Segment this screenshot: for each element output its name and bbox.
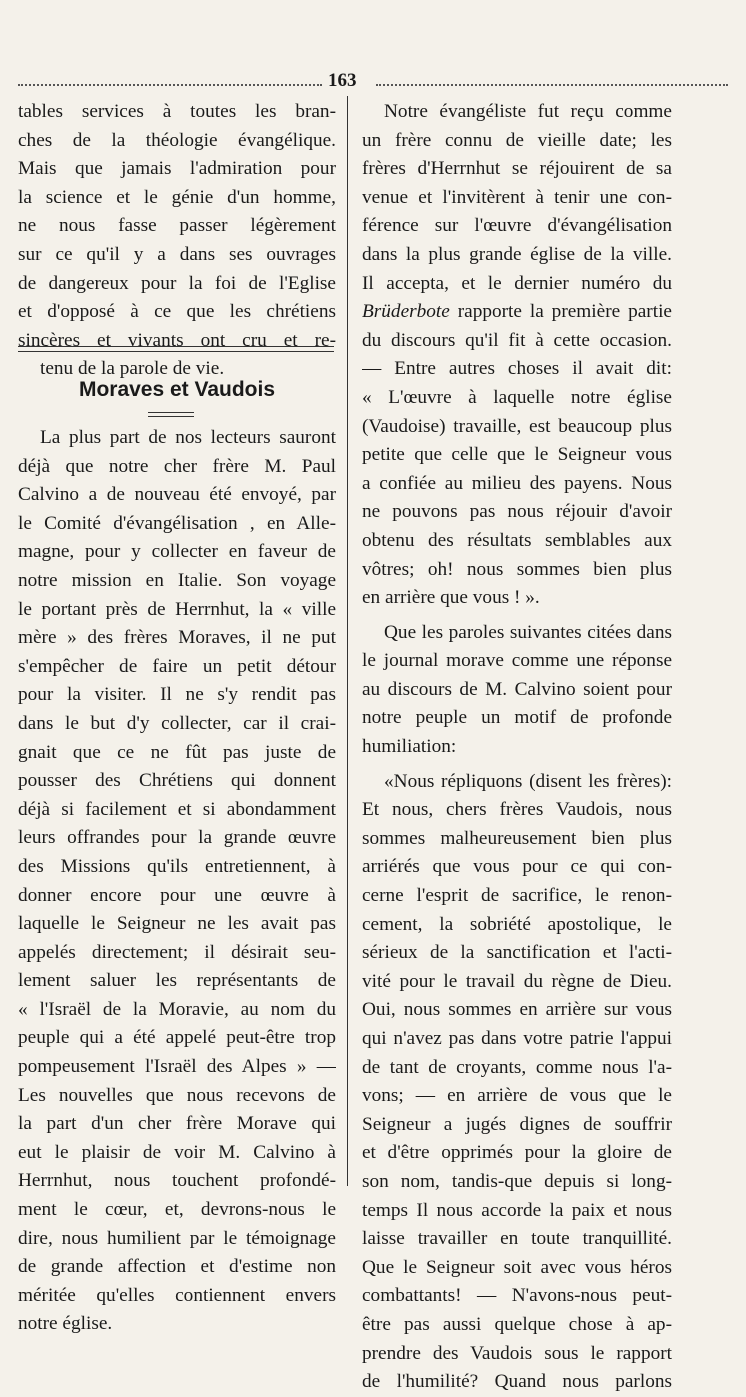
text-line: lement saluer les représentants de [18, 970, 336, 992]
text-line: Oui, nous sommes en arrière sur vous [362, 999, 672, 1021]
text-line: le journal morave comme une réponse [362, 650, 672, 672]
text-line: vons; — en arrière de vous que le [362, 1085, 672, 1107]
text-line: arriérés que vous pour ce qui con- [362, 856, 672, 878]
text-line: «Nous répliquons (disent les frères): [384, 770, 672, 792]
text-line: cerne l'esprit de sacrifice, le renon- [362, 885, 672, 907]
text-line-italic-title: Brüderbote rapporte la première partie [362, 301, 672, 323]
text-line: notre mission en Italie. Son voyage [18, 569, 336, 591]
text-line: prendre des Vaudois sous le rapport [362, 1342, 672, 1364]
text-line: (Vaudoise) travaille, est beaucoup plus [362, 415, 672, 437]
text-line: sommes malheureusement bien plus [362, 827, 672, 849]
text-line: Les nouvelles que nous recevons de [18, 1084, 336, 1106]
text-line: le portant près de Herrnhut, la « ville [18, 598, 336, 620]
text-line: des Missions qu'ils entretiennent, à [18, 855, 336, 877]
text-line: obtenu des résultats semblables aux [362, 529, 672, 551]
text-line: a confiée au milieu des payens. Nous [362, 472, 672, 494]
text-line: combattants! — N'avons-nous peut- [362, 1285, 672, 1307]
text-line: laisse travailler en toute tranquillité. [362, 1228, 672, 1250]
text-line: de tant de croyants, comme nous l'a- [362, 1056, 672, 1078]
text-line: pour la visiter. Il ne s'y rendit pas [18, 684, 336, 706]
text-line: venue et l'invitèrent à tenir une con- [362, 186, 672, 208]
text-line: temps Il nous accorde la paix et nous [362, 1199, 672, 1221]
left-column-article [18, 424, 336, 1339]
left-column-top [18, 98, 336, 384]
column-divider [347, 96, 348, 1186]
text-line: Seigneur a jugés dignes de souffrir [362, 1113, 672, 1135]
text-line: petite que celle que le Seigneur vous [362, 444, 672, 466]
text-line: humiliation: [362, 736, 457, 758]
text-line: sur ce qu'il y a dans ses ouvrages [18, 243, 336, 265]
text-line: sincères et vivants ont cru et re- [18, 329, 336, 351]
text-line: notre peuple un motif de profonde [362, 707, 672, 729]
text-line: vôtres; oh! nous sommes bien plus [362, 558, 672, 580]
text-line: cement, la sobriété apostolique, le [362, 913, 672, 935]
text-line: tables services à toutes les bran- [18, 101, 336, 122]
text-line: et d'être opprimés pour la gloire de [362, 1142, 672, 1164]
text-line: Calvino a de nouveau été envoyé, par [18, 484, 336, 506]
text-line: gnait que ce ne fût pas juste de [18, 741, 336, 763]
text-line: ne pouvons pas nous réjouir d'avoir [362, 501, 672, 523]
text-line: férence sur l'œuvre d'évangélisation [362, 215, 672, 237]
text-line: de l'humilité? Quand nous parlons [362, 1371, 672, 1393]
page-number: 163 [328, 70, 357, 91]
text-line: mère » des frères Moraves, il ne put [18, 627, 336, 649]
text-line: Il accepta, et le dernier numéro du [362, 272, 672, 294]
text-line: La plus part de nos lecteurs sauront [40, 427, 336, 448]
text-line: appelés directement; il désirait seu- [18, 941, 336, 963]
text-line: en arrière que vous ! ». [362, 587, 540, 609]
text-line: — Entre autres choses il avait dit: [362, 358, 672, 380]
header-ornament-left [18, 84, 322, 88]
text-line: et d'opposé à ce que les chrétiens [18, 301, 336, 323]
section-separator [18, 346, 334, 352]
page-header [14, 70, 732, 94]
text-line: sérieux de la sanctification et l'acti- [362, 942, 672, 964]
text-line: vité pour le travail du règne de Dieu. [362, 970, 672, 992]
text-line: un frère connu de vieille date; les [362, 129, 672, 151]
text-line: Notre évangéliste fut reçu comme [384, 101, 672, 122]
text-line: s'empêcher de faire un petit détour [18, 655, 336, 677]
title-underline [148, 412, 194, 417]
text-line: du discours qu'il fit à cette occasion. [362, 329, 672, 351]
text-line: Et nous, chers frères Vaudois, nous [362, 799, 672, 821]
section-title: Moraves et Vaudois [78, 378, 276, 401]
text-line: Que les paroles suivantes citées dans [384, 621, 672, 643]
text-line: donner encore pour une œuvre à [18, 884, 336, 906]
text-line: peuple qui a été appelé peut-être trop [18, 1027, 336, 1049]
text-line: leurs offrandes pour la grande œuvre [18, 827, 336, 849]
text-line: eut le plaisir de voir M. Calvino à [18, 1141, 336, 1163]
text-line: au discours de M. Calvino soient pour [362, 678, 672, 700]
text-line: « l'Israël de la Moravie, au nom du [18, 998, 336, 1020]
text-line: la part d'un cher frère Morave qui [18, 1113, 336, 1135]
text-line: pousser des Chrétiens qui donnent [18, 770, 336, 792]
text-line: déjà si facilement et si abondamment [18, 798, 336, 820]
text-line: de grande affection et d'estime non [18, 1256, 336, 1278]
text-line: pompeusement l'Israël des Alpes » — [18, 1056, 336, 1078]
text-line: notre église. [18, 1313, 113, 1335]
text-line: Herrnhut, nous touchent profondé- [18, 1170, 336, 1192]
text-line: déjà que notre cher frère M. Paul [18, 455, 336, 477]
text-line: magne, pour y collecter en faveur de [18, 541, 336, 563]
text-line: laquelle le Seigneur ne les avait pas [18, 913, 336, 935]
text-line: être pas aussi quelque chose à ap- [362, 1313, 672, 1335]
text-line: son nom, tandis-que depuis si long- [362, 1170, 672, 1192]
text-line: ches de la théologie évangélique. [18, 129, 336, 151]
text-line: dans la plus grande église de la ville. [362, 243, 672, 265]
text-line: Que le Seigneur soit avec vous héros [362, 1256, 672, 1278]
header-ornament-right [376, 84, 728, 88]
right-column [362, 98, 672, 1397]
text-line: tenu de la parole de vie. [40, 358, 225, 380]
text-line: « L'œuvre à laquelle notre église [362, 386, 672, 408]
text-line: qui n'avez pas dans votre patrie l'appui [362, 1028, 672, 1049]
text-line: dans le but d'y collecter, car il crai- [18, 712, 336, 734]
text-line: dire, nous humilient par le témoignage [18, 1227, 336, 1249]
text-line: frères d'Herrnhut se réjouirent de sa [362, 158, 672, 180]
text-line: ne nous fasse passer légèrement [18, 215, 336, 237]
text-line: de dangereux pour la foi de l'Eglise [18, 272, 336, 294]
text-line: méritée qu'elles contiennent envers [18, 1284, 336, 1306]
text-line: la science et le génie d'un homme, [18, 186, 336, 208]
text-line: ment le cœur, et, devrons-nous le [18, 1199, 336, 1221]
text-line: Mais que jamais l'admiration pour [18, 158, 336, 180]
text-line: le Comité d'évangélisation , en Alle- [18, 512, 336, 534]
